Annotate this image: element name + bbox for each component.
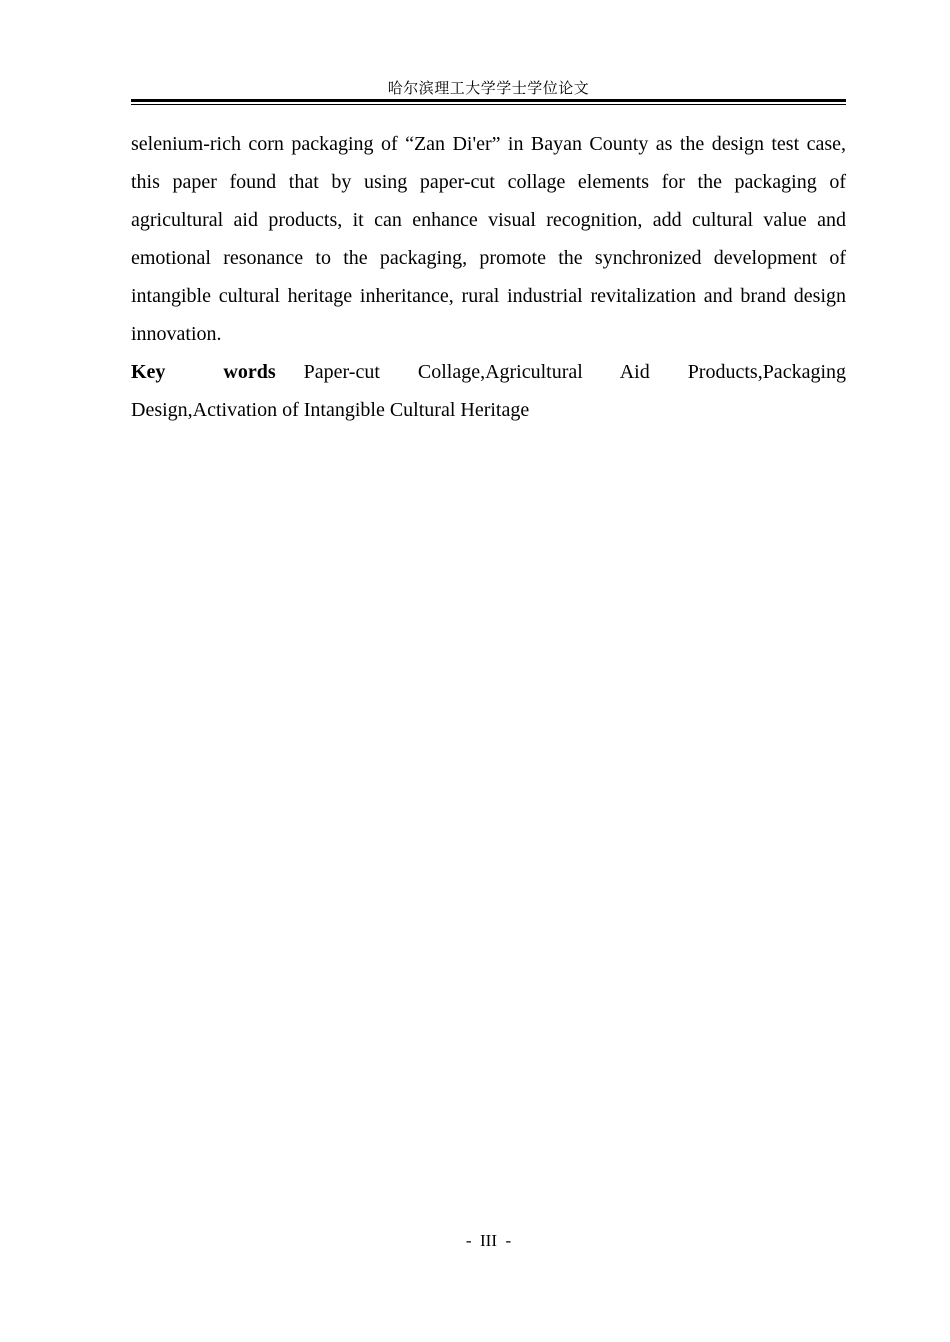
abstract-paragraph: selenium-rich corn packaging of “Zan Di'er” in Bayan County as the design test case, this paper found that by using paper-cut collage elements for the packaging of agricultural aid products, it can enhance visual recognition, add cultural value and emotional resonance to the packaging, promote the synchronized development of intangible cultural heritage inheritance, rural industrial revitalization and brand design innovation. [131, 133, 846, 345]
keywords-text: Paper-cut Collage,Agricultural Aid Products,Packaging Design,Activation of Intangible Cultural Heritage [131, 361, 846, 421]
header-rule-thick [131, 99, 846, 102]
header-rule-thin [131, 104, 846, 105]
abstract-content [131, 125, 846, 429]
running-header: 哈尔滨理工大学学士学位论文 [387, 79, 590, 97]
keywords-label: Key words [131, 361, 276, 383]
keywords-paragraph [131, 353, 846, 429]
page-number: - III - [465, 1231, 512, 1250]
